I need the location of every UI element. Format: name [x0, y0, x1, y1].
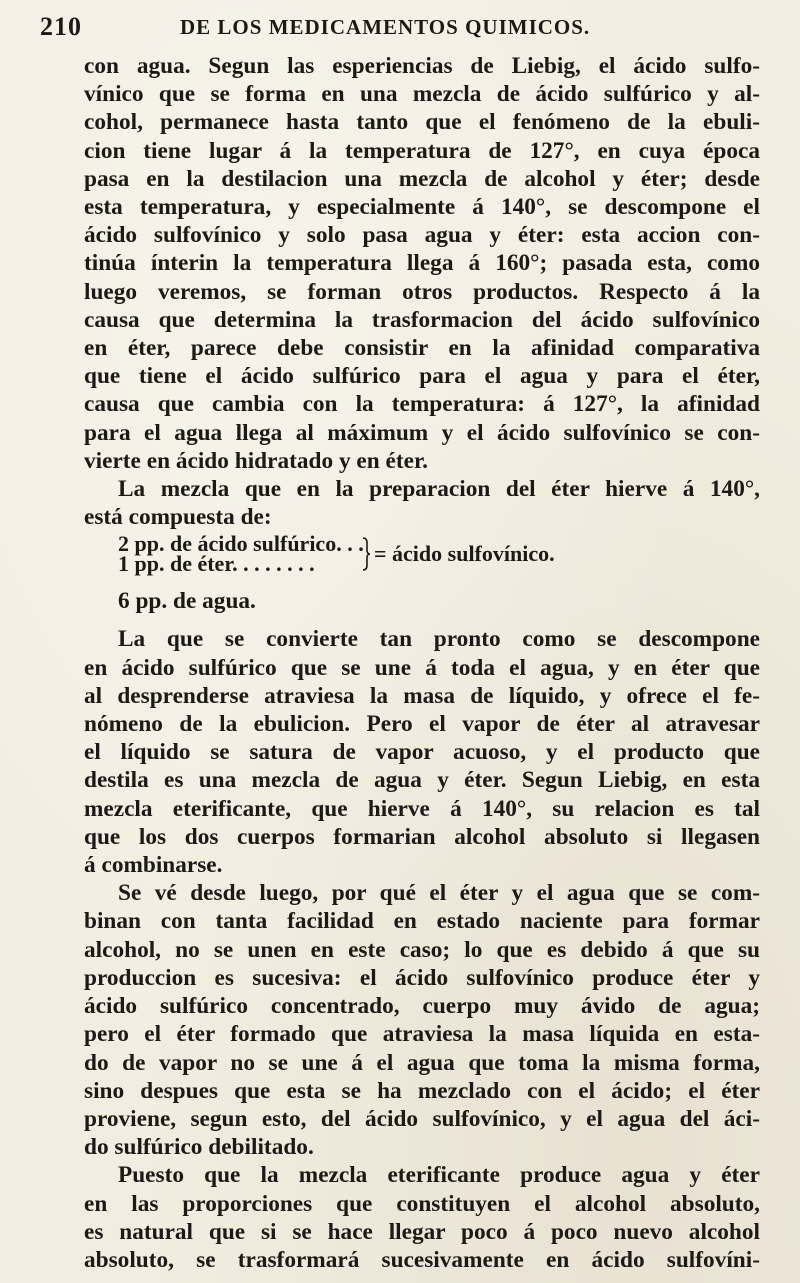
text-line: Se vé desde luego, por qué el éter y el agua que se com- — [118, 880, 760, 907]
text-line: cohol, permanece hasta tanto que el fenómeno de la ebuli- — [84, 109, 760, 136]
paragraph-5 — [84, 1161, 760, 1274]
text-line: pero el éter formado que atraviesa la masa líquida en esta- — [84, 1021, 760, 1048]
text-line: sino despues que esta se ha mezclado con el ácido; el éter — [84, 1077, 760, 1104]
text-line: causa que cambia con la temperatura: á 127°, la afinidad — [84, 391, 760, 418]
text-line: absoluto, se trasformará sucesivamente en ácido sulfovíni- — [84, 1246, 760, 1273]
text-line: luego veremos, se forman otros productos. Respecto á la — [84, 278, 760, 305]
text-line: con agua. Segun las esperiencias de Liebig, el ácido sulfo- — [84, 53, 760, 79]
text-line: mezcla eterificante, que hierve á 140°, su relacion es tal — [84, 795, 760, 822]
text-line: en ácido sulfúrico que se une á toda el agua, y en éter que — [84, 654, 760, 681]
paragraph-3 — [84, 625, 760, 879]
formula-line-water: 6 pp. de agua. — [118, 588, 256, 615]
text-line: ácido sulfovínico y solo pasa agua y éter: esta accion con- — [84, 222, 760, 249]
formula-result: = ácido sulfovínico. — [374, 541, 555, 567]
composition-formula — [84, 533, 760, 625]
text-line: en las proporciones que constituyen el alcohol absoluto, — [84, 1190, 760, 1217]
paragraph-4 — [84, 879, 760, 1161]
text-line: al desprenderse atraviesa la masa de líquido, y ofrece el fe- — [84, 682, 760, 709]
text-line: proviene, segun esto, del ácido sulfovínico, y el agua del áci- — [84, 1105, 760, 1132]
text-line: vierte en ácido hidratado y en éter. — [84, 447, 429, 474]
text-line: Puesto que la mezcla eterificante produce agua y éter — [118, 1162, 760, 1189]
brace-icon — [362, 537, 370, 571]
text-line: do de vapor no se une á el agua que toma la misma forma, — [84, 1049, 760, 1076]
text-line: que los dos cuerpos formarian alcohol absoluto si llegasen — [84, 823, 760, 850]
text-line: alcohol, no se unen en este caso; lo que es debido á que su — [84, 936, 760, 963]
text-line: pasa en la destilacion una mezcla de alcohol y éter; desde — [84, 165, 760, 192]
text-line: á combinarse. — [84, 852, 223, 879]
text-line: esta temperatura, y especialmente á 140°, se descompone el — [84, 194, 760, 221]
paragraph-2 — [84, 475, 760, 531]
text-line: el líquido se satura de vapor acuoso, y el producto que — [84, 739, 760, 766]
body-text — [84, 52, 760, 1274]
text-line: ácido sulfúrico concentrado, cuerpo muy ávido de agua; — [84, 993, 760, 1020]
formula-line-ether: 1 pp. de éter. . . . . . . . — [118, 551, 315, 577]
text-line: cion tiene lugar á la temperatura de 127°, en cuya época — [84, 137, 760, 164]
page-header — [40, 10, 760, 46]
text-line: destila es una mezcla de agua y éter. Segun Liebig, en esta — [84, 767, 760, 794]
text-line: nómeno de la ebulicion. Pero el vapor de éter al atravesar — [84, 711, 760, 738]
text-line: es natural que si se hace llegar poco á poco nuevo alcohol — [84, 1218, 760, 1245]
text-line: La mezcla que en la preparacion del éter hierve á 140°, — [118, 476, 760, 503]
text-line: produccion es sucesiva: el ácido sulfovínico produce éter y — [84, 964, 760, 991]
paragraph-1 — [84, 52, 760, 475]
text-line: causa que determina la trasformacion del ácido sulfovínico — [84, 306, 760, 333]
text-line: tinúa ínterin la temperatura llega á 160°; pasada esta, como — [84, 250, 760, 277]
text-line: en éter, parece debe consistir en la afinidad comparativa — [84, 335, 760, 362]
text-line: para el agua llega al máximum y el ácido sulfovínico se con- — [84, 419, 760, 446]
page-number: 210 — [40, 12, 82, 41]
text-line: do sulfúrico debilitado. — [84, 1134, 314, 1161]
text-line: que tiene el ácido sulfúrico para el agua y para el éter, — [84, 363, 760, 390]
text-line: está compuesta de: — [84, 504, 272, 531]
running-head: DE LOS MEDICAMENTOS QUIMICOS. — [180, 15, 591, 39]
formula-line-sulfuric-acid: 2 pp. de ácido sulfúrico. . . — [118, 531, 364, 557]
text-line: vínico que se forma en una mezcla de ácido sulfúrico y al- — [84, 81, 760, 108]
text-line: La que se convierte tan pronto como se descompone — [118, 626, 760, 653]
text-line: binan con tanta facilidad en estado naciente para formar — [84, 908, 760, 935]
